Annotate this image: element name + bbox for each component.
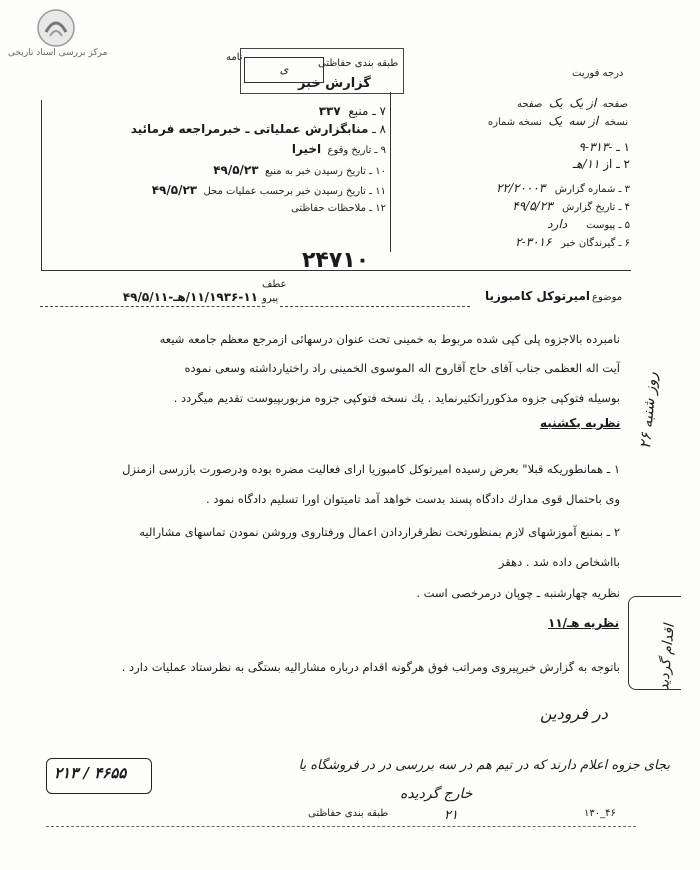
recipients-field: ۶ ـ گیرندگان خبر ۳۰۱۶-۲ — [515, 235, 630, 249]
priority-label: درجه فوریت — [572, 68, 624, 79]
opinion-sunday-item-2b: بااشخاص داده شد . دهقر — [498, 555, 620, 569]
source-field: ۷ ـ منبع ۳۳۷ — [318, 104, 386, 118]
peyro-dash — [40, 306, 265, 307]
field-from: ۲ ـ از ۱۱/هـ — [572, 157, 630, 171]
opinion-h11-title: نظریه هـ/۱۱ — [548, 616, 620, 630]
classification-label: طبقه بندی حفاظتی — [318, 58, 399, 69]
opinion-sunday-title: نظریه یکشنبه — [540, 416, 621, 430]
security-notes-field: ۱۲ ـ ملاحظات حفاظتی — [291, 203, 386, 214]
footer-classification: طبقه بندی حفاظتی — [308, 808, 389, 819]
report-number-field: ۳ ـ شماره گزارش ۲۲/۲۰۰۰۳ — [496, 181, 630, 195]
body-line-1: نامبرده بالاجزوه پلی کپی شده مربوط به خمینی تحت عنوان درسهائی ازمرجع معظم جامعه شیعه — [159, 332, 620, 346]
nameh-label: نامه — [226, 52, 243, 63]
body-line-2: آیت اله العظمی جناب آقای حاج آقاروح اله الموسوی الخمینی راد راختیارداشته وسعی نموده — [184, 361, 620, 375]
field-1: ۱ ـ -۳۱۳-۹ — [578, 140, 630, 154]
form-code: ۴۶_۱۳۰ — [584, 808, 616, 819]
form-divider — [390, 92, 391, 252]
ops-receipt-date-field: ۱۱ ـ تاریخ رسیدن خبر برحسب عملیات محل ۴۹/۵/۲۳ — [151, 183, 386, 197]
archive-logo-icon — [36, 8, 76, 48]
handwritten-note-3: خارج گرديده — [400, 786, 473, 802]
page-field: صفحه از یک یک صفحه — [517, 96, 628, 110]
opinion-sunday-item-2a: ۲ ـ بمنبع آموزشهای لازم بمنظورتحت نظرقراردادن اعمال ورفتاروی وروشن نمودن تماسهای مشارالیه — [139, 525, 620, 539]
source-receipt-date-field: ۱۰ ـ تاریخ رسیدن خبر به منبع ۴۹/۵/۲۳ — [213, 163, 386, 177]
logo-text: مرکز بررسی اسناد تاریخی — [8, 48, 108, 58]
handwritten-note-1: در فرودین — [540, 704, 608, 723]
margin-note-1: روز شنبه ۲۶ — [636, 371, 661, 450]
opinion-h11-text: باتوجه به گزارش خبرپیروی ومراتب فوق هرگونه اقدام درباره مشارالیه بستگی به نظرستاد عملیات دارد . — [121, 660, 620, 674]
report-title: گزارش خبر — [298, 76, 371, 91]
peyro-value: ۱۱/۱۹۳۶-۱۱/هـ-۴۹/۵/۱۱ — [122, 290, 258, 304]
archive-stamp-number: ۴۶۵۵ / ۲۱۳ — [54, 764, 127, 782]
registry-number: ۲۴۷۱۰ — [302, 248, 370, 273]
classification-stamp: ی — [244, 57, 324, 83]
opinion-sunday-item-1a: ۱ ـ همانطوریکه قبلا" بعرض رسیده امیرتوکل کامبوزیا ارای فعالیت مضره بوده ودرصورت بازرسی ازمنزل — [122, 462, 620, 476]
opinion-wednesday: نظریه چهارشنبه ـ چوپان درمرخصی است . — [416, 586, 620, 600]
subject-dash — [280, 306, 470, 307]
report-date-field: ۴ ـ تاریخ گزارش ۴۹/۵/۲۳ — [512, 199, 630, 213]
event-date-field: ۹ ـ تاریخ وقوع اخیرا — [291, 142, 386, 156]
subject-label: موضوع — [592, 292, 623, 303]
footer-dash — [46, 826, 636, 827]
body-line-3: بوسیله فتوکپی جزوه مذکورراتکثیرنماید . یك نسخه فتوکپی جزوه مزبوربپیوست تقدیم میگردد . — [173, 391, 620, 405]
margin-bracket — [628, 596, 681, 690]
handwritten-note-2: بجای جزوه اعلام دارند که در تیم هم در سه بررسی در در فروشگاه یا — [298, 758, 670, 773]
footer-page-number: ۲۱ — [444, 808, 458, 823]
attachment-field: ۵ ـ پیوست دارد — [547, 217, 630, 231]
atf-label: عطف — [262, 279, 287, 290]
field-8: ۸ ـ منابگزارش عملیاتی ـ خبرمراجعه فرمائید — [130, 122, 386, 136]
margin-note-2: اقدام گردید — [656, 623, 678, 692]
peyro-label: پیرو — [262, 293, 279, 304]
opinion-sunday-item-1b: وی باحتمال قوی مدارك دادگاه پسند بدست خواهد آمد تامیتوان اورا تسلیم دادگاه نمود . — [206, 492, 620, 506]
subject-value: امیرتوکل کامبوزیا — [484, 289, 590, 303]
copy-field: نسخه از سه یک نسخه شماره — [487, 114, 628, 128]
